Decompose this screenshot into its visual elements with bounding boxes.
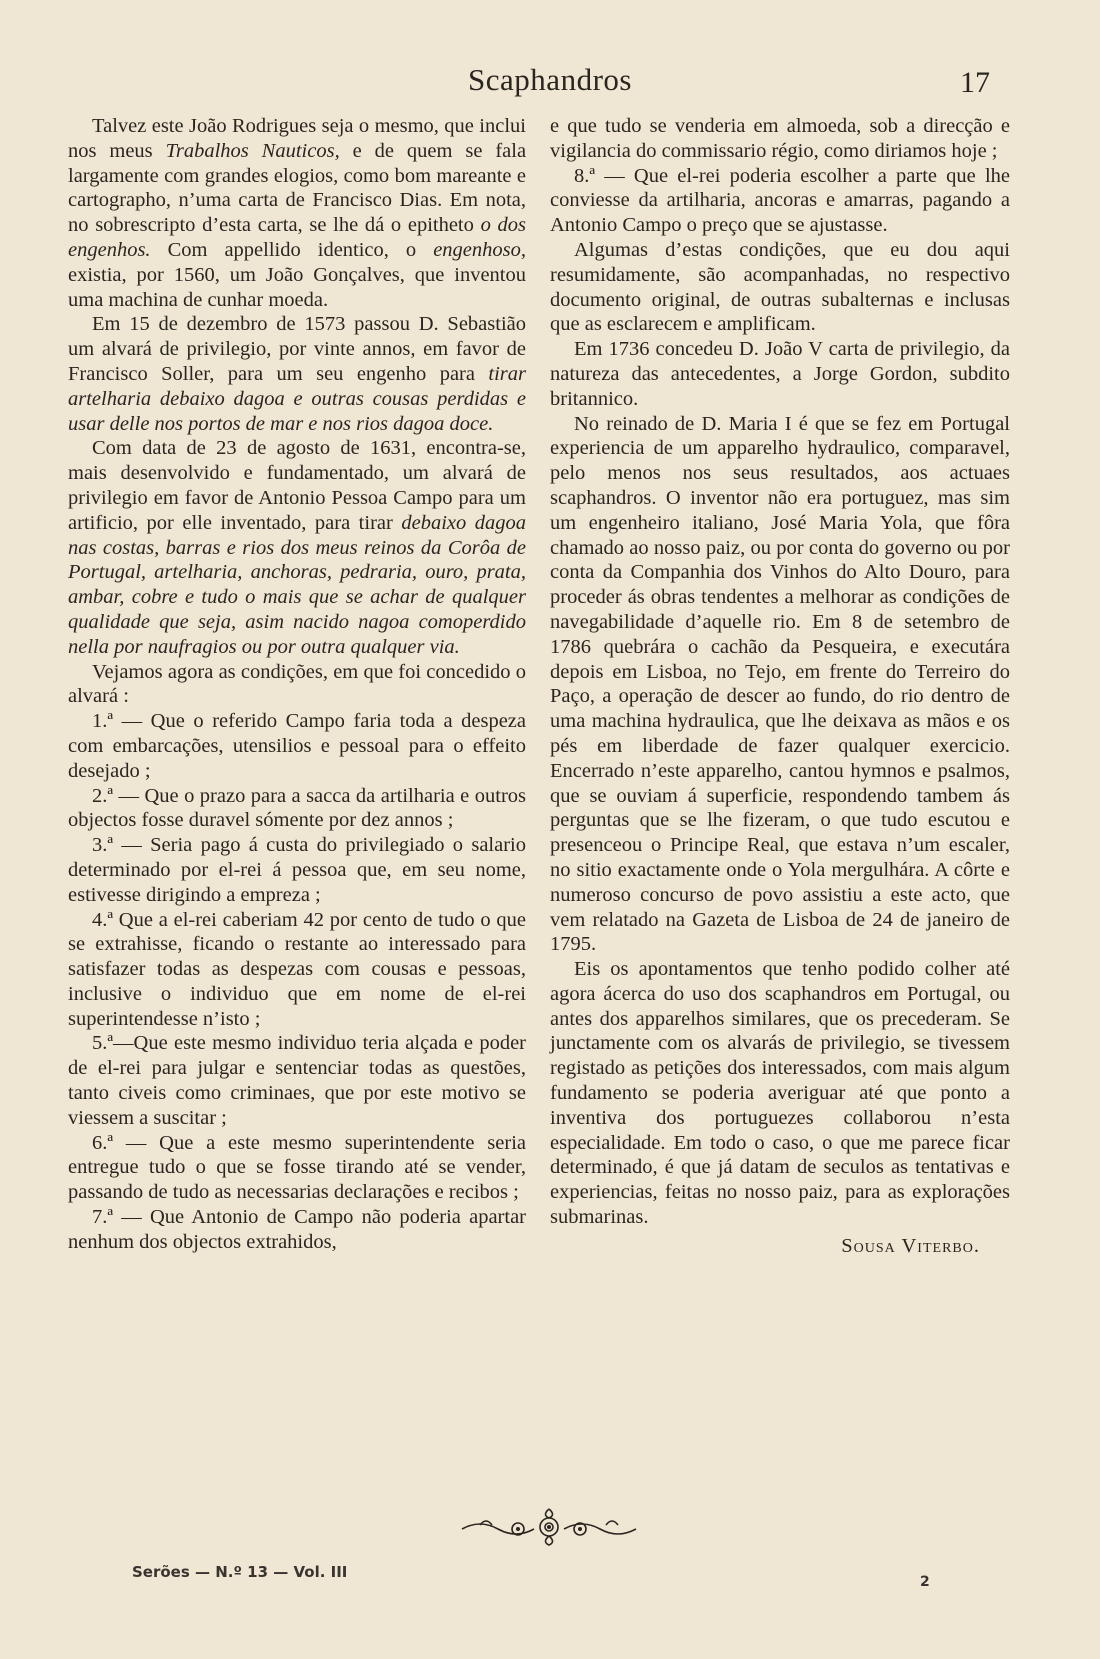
paragraph: Em 15 de dezembro de 1573 passou D. Sebastião um alvará de privilegio, por vinte annos, em favor de Francisco Soller, para um seu engenho para tirar artelharia debaixo dagoa e outras cousas perdidas e usar delle nos portos de mar e nos rios dagoa doce. <box>68 313 526 435</box>
paragraph: Vejamos agora as condições, em que foi concedido o alvará : <box>68 660 526 708</box>
author-signature: Sousa Viterbo. <box>841 1234 980 1257</box>
condition-item: 5.ª—Que este mesmo individuo teria alçada e poder de el-rei para julgar e sentenciar todas as questões, tanto civeis como criminaes, que por este motivo se viessem a suscitar ; <box>68 1032 526 1129</box>
floral-ornament-icon <box>460 1505 638 1547</box>
paragraph: Talvez este João Rodrigues seja o mesmo, que inclui nos meus Trabalhos Nauticos, e de quem se fala largamente com grandes elogios, como bom mareante e cartographo, n’uma carta de Francisco Dias. Em nota, no sobrescripto d’esta carta, se lhe dá o epitheto o dos engenhos. Com appellido identico, o engenhoso, existia, por 1560, um João Gonçalves, que inventou uma machina de cunhar moeda. <box>68 115 527 311</box>
paragraph: Algumas d’estas condições, que eu dou aqui resumidamente, são acompanhadas, no respectivo documento original, de outras subalternas e inclusas que as esclarecem e amplificam. <box>550 238 1010 336</box>
paragraph: No reinado de D. Maria I é que se fez em Portugal experiencia de um apparelho hydraulico, comparavel, pelo menos nos seus resultados, aos actuaes scaphandros. O inventor não era portuguez, mas sim um engenheiro italiano, José Maria Yola, que fôra chamado ao nosso paiz, ou por conta do governo ou por conta da Companhia dos Vinhos do Alto Douro, para proceder ás obras tendentes a melhorar as condições de navegabilidade d’aquelle rio. Em 8 de setembro de 1786 quebrára o cachão da Pesqueira, e executára depois em Lisboa, no Tejo, em frente do Terreiro do Paço, a operação de descer ao fundo, do rio dentro de uma machina hydraulica, que lhe deixava as mãos e os pés em liberdade de fazer qualquer exercicio. Encerrado n’este apparelho, cantou hymnos e psalmos, que se ouviam á superficie, respondendo tambem ás perguntas que se lhe fizeram, o que tudo escutou e presenceou o Principe Real, que estava n’um escaler, no sitio exactamente onde o Yola mergulhára. A côrte e numeroso concurso de povo assistiu a este acto, que vem relatado na Gazeta de Lisboa de 24 de janeiro de 1795. <box>550 412 1010 956</box>
left-column <box>68 114 526 1255</box>
page-number: 17 <box>960 66 990 99</box>
condition-item: 6.ª — Que a este mesmo superintendente seria entregue tudo o que se fosse tirando até se vender, passando de tudo as necessarias declarações e recibos ; <box>68 1131 526 1204</box>
condition-item: 8.ª — Que el-rei poderia escolher a parte que lhe conviesse da artilharia, ancoras e amarras, pagando a Antonio Campo o preço que se ajustasse. <box>550 164 1010 237</box>
page-title: Scaphandros <box>468 62 632 97</box>
paragraph: Em 1736 concedeu D. João V carta de privilegio, da natureza das antecedentes, a Jorge Gordon, subdito britannico. <box>550 338 1010 410</box>
footer-issue: Serões — N.º 13 — Vol. III <box>132 1563 348 1581</box>
right-column <box>550 114 1010 1259</box>
condition-item: 7.ª — Que Antonio de Campo não poderia apartar nenhum dos objectos extrahidos, <box>68 1206 526 1253</box>
paragraph: Eis os apontamentos que tenho podido colher até agora ácerca do uso dos scaphandros em Portugal, ou antes dos apparelhos similares, que os precederam. Se junctamente com os alvarás de privilegio, se tivessem registado as petições dos interessados, com mais algum fundamento se poderia averiguar até que ponto a inventiva dos portuguezes collaborou n’esta especialidade. Em todo o caso, o que me parece ficar determinado, é que já datam de seculos as tentativas e experiencias, feitas no nosso paiz, para as explorações submarinas. <box>550 958 1010 1229</box>
footer-signature-mark: 2 <box>920 1574 930 1590</box>
condition-item: 2.ª — Que o prazo para a sacca da artilharia e outros objectos fosse duravel sómente por dez annos ; <box>68 784 526 832</box>
condition-item: 4.ª Que a el-rei caberiam 42 por cento de tudo o que se extrahisse, ficando o restante ao interessado para satisfazer todas as despezas com cousas e pessoas, inclusive o individuo que em nome de el-rei superintendesse n’isto ; <box>68 908 526 1030</box>
condition-item: 3.ª — Seria pago á custa do privilegiado o salario determinado por el-rei á pessoa que, em seu nome, estivesse dirigindo a empreza ; <box>68 834 526 906</box>
condition-item: 1.ª — Que o referido Campo faria toda a despeza com embarcações, utensilios e pessoal para o effeito desejado ; <box>68 710 526 782</box>
paragraph: Com data de 23 de agosto de 1631, encontra-se, mais desenvolvido e fundamentado, um alvará de privilegio em favor de Antonio Pessoa Campo para um artificio, por elle inventado, para tirar debaixo dagoa nas costas, barras e rios dos meus reinos da Corôa de Portugal, artelharia, anchoras, pedraria, ouro, prata, ambar, cobre e tudo o mais que se achar de qualquer qualidade que seja, asim nacido nagoa comoperdido nella por naufragios ou por outra qualquer via. <box>68 437 526 658</box>
paragraph: e que tudo se venderia em almoeda, sob a direcção e vigilancia do commissario régio, como diriamos hoje ; <box>550 115 1010 162</box>
